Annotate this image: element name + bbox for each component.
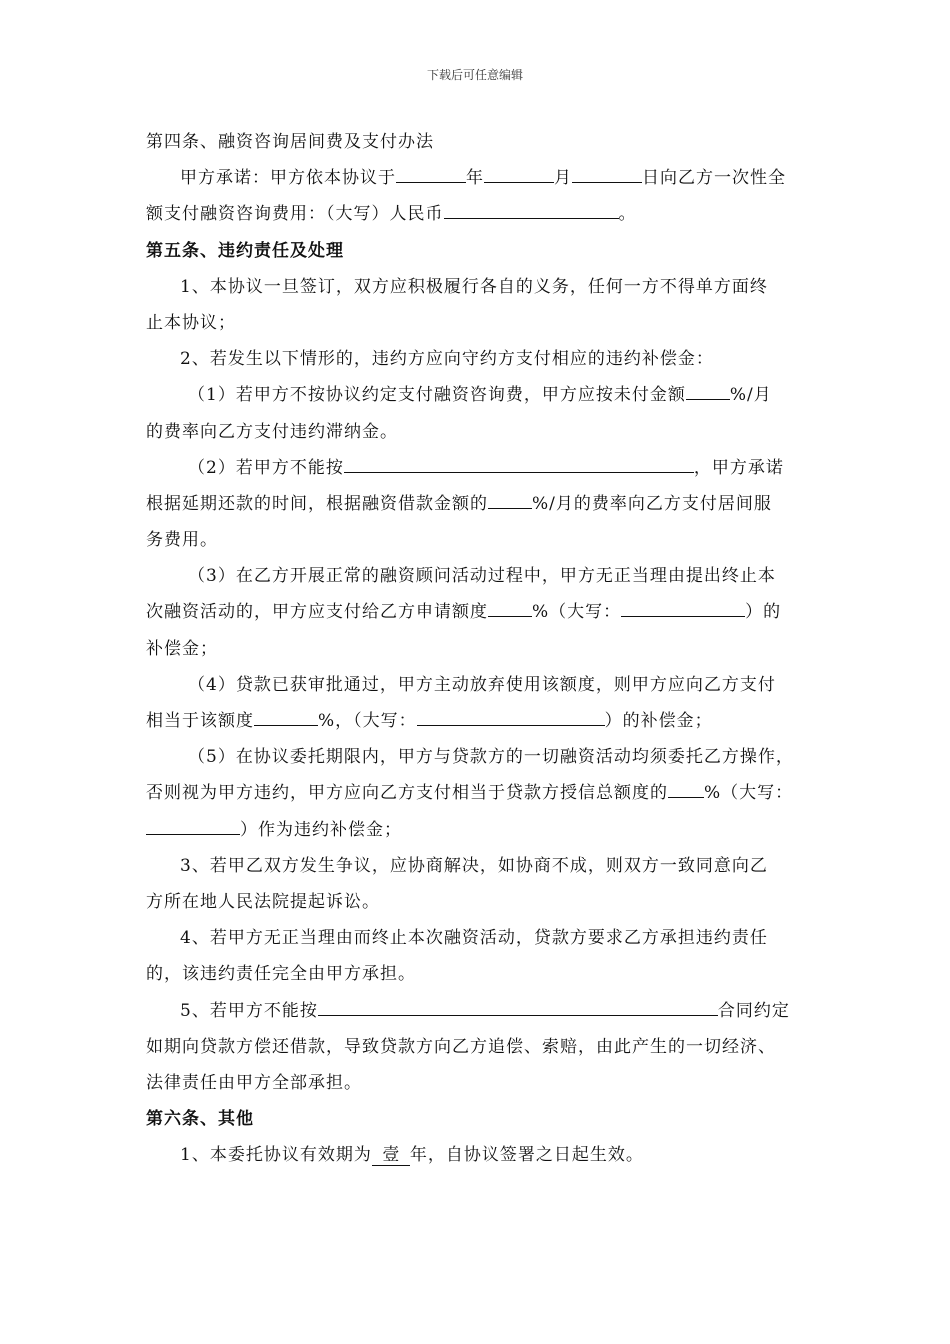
page-header-note: 下载后可任意编辑 (426, 68, 523, 82)
text: 。 (618, 204, 637, 225)
text: %（大写： (704, 783, 794, 804)
section-6-title: 第六条、其他 (146, 1109, 254, 1130)
text: 合同约定 (717, 1000, 790, 1021)
uppercase-blank (417, 705, 605, 726)
document-body (146, 124, 814, 1173)
text: 月 (554, 168, 572, 189)
text: 日向乙方一次性全 (642, 168, 786, 189)
year-blank (396, 162, 466, 183)
sub-5-2-4-line-2 (146, 703, 814, 739)
section-4-para-line-1 (146, 160, 814, 196)
section-4-title: 第四条、融资咨询居间费及支付办法 (146, 132, 434, 152)
contract-blank (318, 995, 718, 1016)
text: 否则视为甲方违约，甲方应向乙方支付相当于贷款方授信总额度的 (146, 783, 668, 804)
section-4-para-line-2 (146, 196, 814, 232)
sub-5-2-5-line-3 (146, 812, 814, 848)
item-5-5-line-3: 法律责任由甲方全部承担。 (146, 1072, 362, 1093)
sub-5-2-3-line-3: 补偿金； (146, 638, 218, 659)
item-5-4-line-2: 的，该违约责任完全由甲方承担。 (146, 964, 416, 985)
text: 相当于该额度 (146, 711, 254, 731)
item-5-2: 2、若发生以下情形的，违约方应向守约方支付相应的违约补偿金： (180, 349, 714, 370)
contract-blank (344, 452, 694, 473)
rate-blank (488, 488, 532, 509)
text: 次融资活动的，甲方应支付给乙方申请额度 (146, 602, 488, 623)
sub-5-2-1-line-1 (146, 377, 814, 413)
text: ，甲方承诺 (693, 457, 784, 478)
text: （1）若甲方不按协议约定支付融资咨询费，甲方应按未付金额 (188, 385, 686, 406)
day-blank (572, 162, 642, 183)
item-5-1-line-1: 1、本协议一旦签订，双方应积极履行各自的义务，任何一方不得单方面终 (180, 276, 768, 297)
text: 额支付融资咨询费用：（大写）人民币 (146, 204, 444, 225)
item-5-4-line-1: 4、若甲方无正当理由而终止本次融资活动，贷款方要求乙方承担违约责任 (180, 928, 768, 949)
item-5-3-line-1: 3、若甲乙双方发生争议，应协商解决，如协商不成，则双方一致同意向乙 (180, 855, 768, 876)
item-5-1-line-2: 止本协议； (146, 312, 236, 333)
text: 根据延期还款的时间，根据融资借款金额的 (146, 493, 488, 514)
text: 甲方承诺：甲方依本协议于 (180, 168, 396, 189)
sub-5-2-4-line-1: （4）贷款已获审批通过，甲方主动放弃使用该额度，则甲方应向乙方支付 (188, 674, 776, 695)
text: 年，自协议签署之日起生效。 (409, 1145, 644, 1166)
text: ）的补偿金； (604, 711, 713, 731)
text: %（大写： (532, 602, 622, 623)
text: %/月的费率向乙方支付居间服 (532, 493, 772, 514)
item-6-1 (146, 1137, 814, 1173)
percent-blank (488, 596, 532, 617)
sub-5-2-1-line-2: 的费率向乙方支付违约滞纳金。 (146, 421, 398, 442)
text: ）的 (745, 602, 782, 623)
sub-5-2-5-line-1: （5）在协议委托期限内，甲方与贷款方的一切融资活动均须委托乙方操作， (188, 747, 794, 768)
sub-5-2-5-line-2 (146, 775, 814, 811)
text: 1、本委托协议有效期为 (180, 1145, 372, 1166)
percent-blank (254, 705, 318, 726)
sub-5-2-2-line-1 (146, 450, 814, 486)
text: %/月 (729, 385, 772, 406)
sub-5-2-3-line-2 (146, 594, 814, 630)
rate-blank (686, 379, 730, 400)
uppercase-blank (621, 596, 745, 617)
sub-5-2-2-line-2 (146, 486, 814, 522)
amount-blank (444, 198, 619, 219)
term-filled-blank: 壹 (372, 1145, 410, 1166)
sub-5-2-3-line-1: （3）在乙方开展正常的融资顾问活动过程中，甲方无正当理由提出终止本 (188, 566, 776, 587)
month-blank (484, 162, 554, 183)
item-5-5-line-1 (146, 993, 814, 1029)
percent-blank (668, 777, 704, 798)
sub-5-2-2-line-3: 务费用。 (146, 530, 218, 551)
text: 年 (466, 168, 484, 189)
item-5-3-line-2: 方所在地人民法院提起诉讼。 (146, 891, 380, 912)
section-5-title: 第五条、违约责任及处理 (146, 240, 344, 261)
text: ）作为违约补偿金； (240, 819, 402, 840)
item-5-5-line-2: 如期向贷款方偿还借款，导致贷款方向乙方追偿、索赔，由此产生的一切经济、 (146, 1036, 776, 1057)
text: 5、若甲方不能按 (180, 1000, 318, 1021)
text: %，（大写： (318, 711, 417, 731)
uppercase-blank (146, 814, 240, 835)
text: （2）若甲方不能按 (188, 457, 344, 478)
